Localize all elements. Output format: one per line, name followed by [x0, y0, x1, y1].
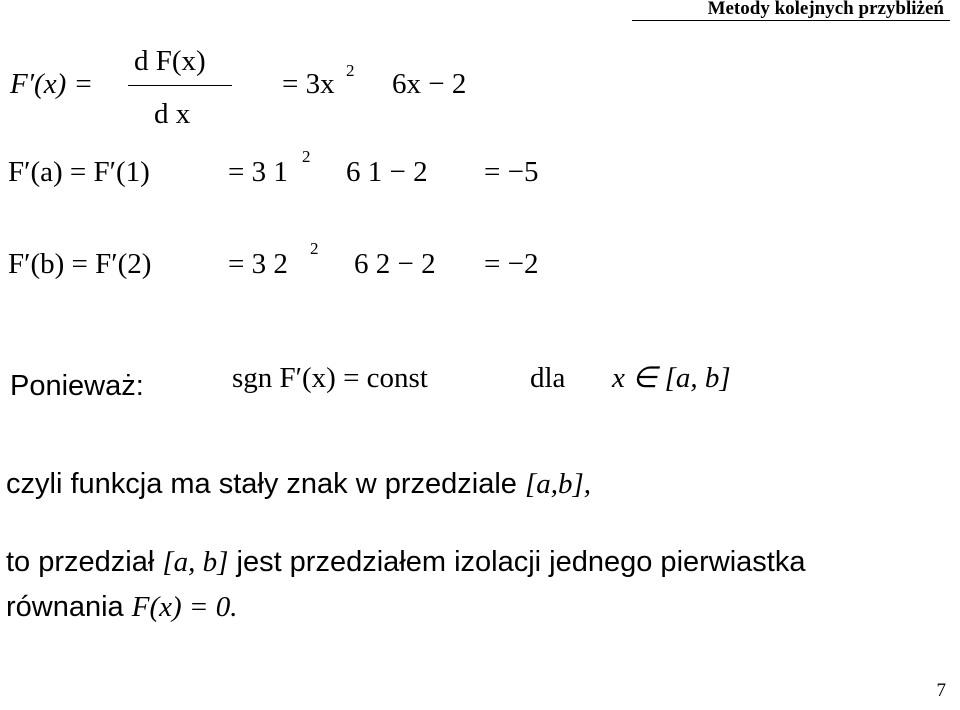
derivative-rhs: = 3x: [282, 68, 335, 100]
value-b-exponent: 2: [310, 239, 319, 258]
interval-condition: x ∈ [a, b]: [612, 362, 731, 394]
value-b-lhs: F′(b) = F′(2): [8, 248, 152, 280]
value-b-calc: = 3 2: [228, 248, 288, 280]
value-a-exponent: 2: [302, 147, 311, 166]
text-line-2: [6, 548, 806, 577]
slide-title: Metody kolejnych przybliżeń: [707, 0, 944, 19]
value-b-result: = −2: [484, 248, 539, 280]
page-number: 7: [936, 680, 946, 701]
derivative-rhs-exponent: 2: [346, 61, 355, 80]
text-line-3-equation: F(x) = 0.: [131, 591, 238, 623]
value-b-calc-rest: 6 2 − 2: [354, 248, 436, 280]
text-line-3: [6, 593, 237, 622]
text-line-2-interval: [a, b]: [162, 546, 229, 578]
value-a-lhs: F′(a) = F′(1): [8, 156, 150, 188]
text-line-3-start: równania: [6, 591, 132, 623]
fraction-bar: [128, 85, 232, 86]
text-line-2-start: to przedział: [6, 546, 163, 578]
title-underline: [632, 20, 950, 21]
fraction-numerator: d F(x): [134, 45, 206, 77]
derivative-lhs: F′(x) =: [10, 68, 94, 100]
value-a-result: = −5: [484, 156, 539, 188]
value-a-calc-rest: 6 1 − 2: [346, 156, 428, 188]
text-line-1-body: czyli funkcja ma stały znak w przedziale: [6, 468, 525, 500]
value-a-calc: = 3 1: [228, 156, 288, 188]
dla-word: dla: [530, 362, 566, 394]
sign-condition: sgn F′(x) = const: [232, 362, 428, 394]
text-line-1-interval: [a,b],: [524, 468, 592, 500]
fraction-denominator: d x: [154, 98, 191, 130]
text-line-2-end: jest przedziałem izolacji jednego pierwiastka: [228, 546, 806, 578]
derivative-rhs-rest: 6x − 2: [392, 68, 467, 100]
because-label: Ponieważ:: [10, 370, 144, 402]
text-line-1: [6, 470, 591, 499]
